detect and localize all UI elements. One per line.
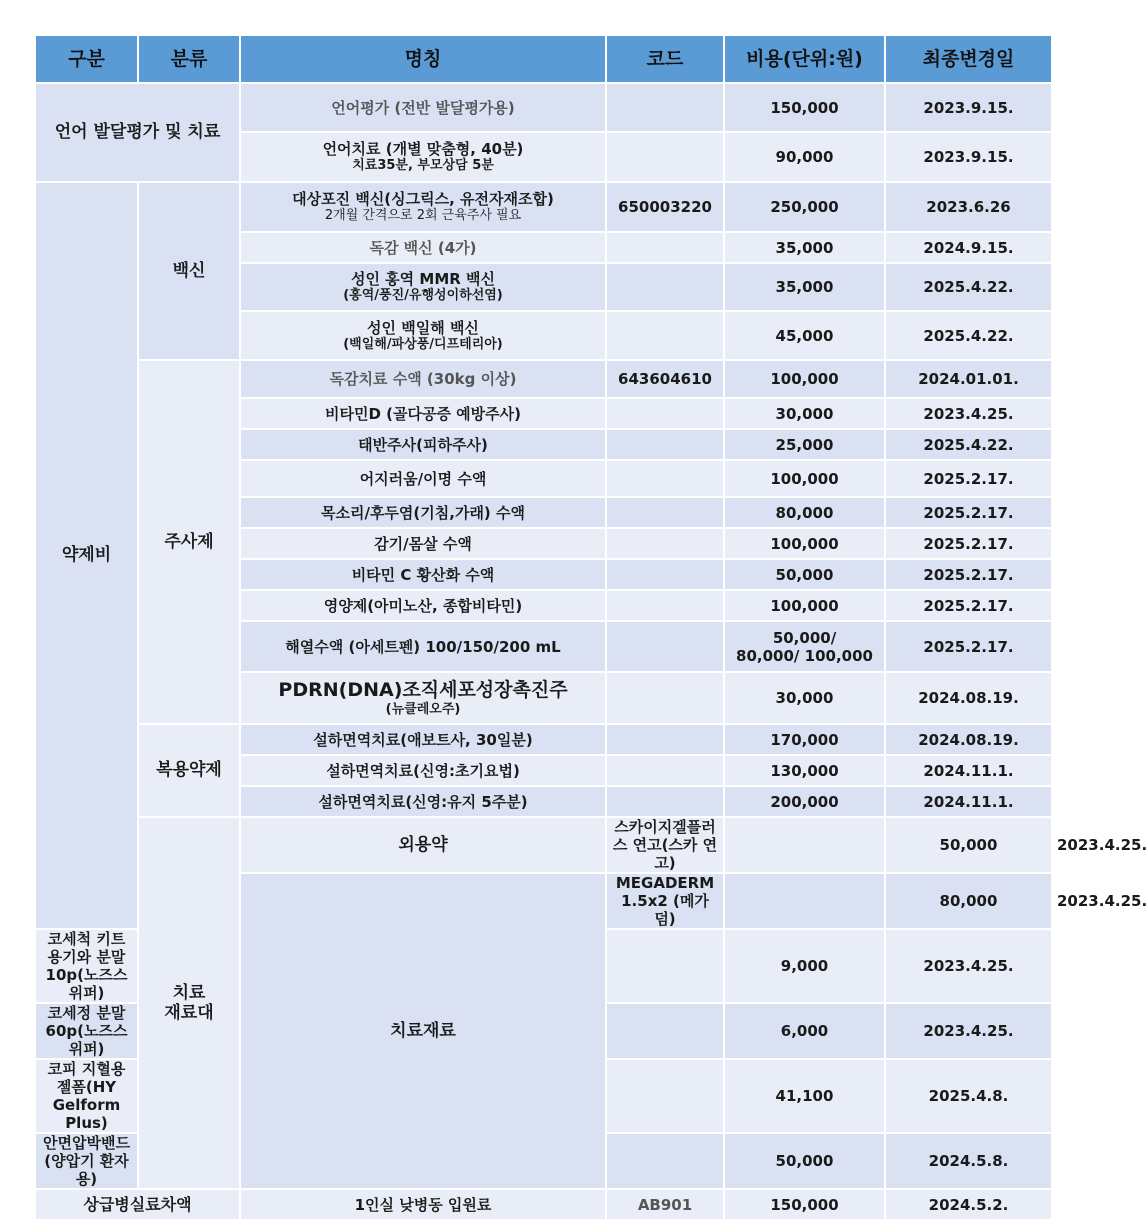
row-name: 설하면역치료(신영:유지 5주분) bbox=[240, 786, 606, 817]
row-date: 2024.5.2. bbox=[885, 1189, 1052, 1220]
row-code bbox=[606, 398, 724, 429]
row-code bbox=[724, 817, 885, 873]
header-date: 최종변경일 bbox=[885, 35, 1052, 83]
row-cost: 150,000 bbox=[724, 83, 885, 132]
group-language: 언어 발달평가 및 치료 bbox=[35, 83, 240, 182]
row-cost: 9,000 bbox=[724, 929, 885, 1003]
row-date: 2024.11.1. bbox=[885, 755, 1052, 786]
row-name-text: 성인 백일해 백신 bbox=[367, 318, 479, 337]
group-drugs: 약제비 bbox=[35, 182, 138, 929]
row-code bbox=[606, 311, 724, 360]
row-cost: 45,000 bbox=[724, 311, 885, 360]
row-date: 2025.4.22. bbox=[885, 263, 1052, 311]
row-name-text: 대상포진 백신(싱그릭스, 유전자재조합) bbox=[292, 190, 554, 209]
row-date: 2024.01.01. bbox=[885, 360, 1052, 398]
row-cost: 6,000 bbox=[724, 1003, 885, 1059]
row-code bbox=[606, 672, 724, 724]
row-name bbox=[240, 232, 606, 263]
row-name-sub: (백일해/파상풍/디프테리아) bbox=[343, 336, 503, 352]
row-name: 해열수액 (아세트펜) 100/150/200 mL bbox=[240, 621, 606, 672]
row-date: 2025.2.17. bbox=[885, 590, 1052, 621]
row-code bbox=[606, 460, 724, 497]
header-cost: 비용(단위:원) bbox=[724, 35, 885, 83]
row-cost: 30,000 bbox=[724, 672, 885, 724]
row-cost: 150,000 bbox=[724, 1189, 885, 1220]
row-code bbox=[606, 1059, 724, 1133]
row-name: 비타민 C 황산화 수액 bbox=[240, 559, 606, 590]
row-name: 감기/몸살 수액 bbox=[240, 528, 606, 559]
group-room: 상급병실료차액 bbox=[35, 1189, 240, 1220]
row-date: 2025.4.8. bbox=[885, 1059, 1052, 1133]
group-vaccine: 백신 bbox=[138, 182, 240, 360]
header-classification: 분류 bbox=[138, 35, 240, 83]
row-date: 2023.9.15. bbox=[885, 83, 1052, 132]
table-row bbox=[35, 1189, 1052, 1220]
group-oral: 복용약제 bbox=[138, 724, 240, 817]
row-cost: 30,000 bbox=[724, 398, 885, 429]
row-cost: 100,000 bbox=[724, 528, 885, 559]
row-cost: 130,000 bbox=[724, 755, 885, 786]
row-cost bbox=[724, 621, 885, 672]
row-code-text: AB901 bbox=[637, 1195, 693, 1214]
table-row bbox=[35, 724, 1052, 755]
row-name bbox=[240, 132, 606, 182]
row-name: 코피 지혈용 젤폼(HY Gelform Plus) bbox=[35, 1059, 138, 1133]
row-code: 643604610 bbox=[606, 360, 724, 398]
row-name: 영양제(아미노산, 종합비타민) bbox=[240, 590, 606, 621]
row-name-text: 독감 백신 (4가) bbox=[369, 238, 477, 257]
row-date: 2023.4.25. bbox=[885, 929, 1052, 1003]
row-name-sub: (홍역/풍진/유행성이하선염) bbox=[343, 288, 503, 304]
row-code bbox=[606, 497, 724, 528]
row-code bbox=[606, 724, 724, 755]
row-date: 2025.2.17. bbox=[885, 621, 1052, 672]
row-date: 2023.9.15. bbox=[885, 132, 1052, 182]
row-name: 어지러움/이명 수액 bbox=[240, 460, 606, 497]
group-treatment-materials: 치료재료 bbox=[240, 873, 606, 1189]
row-cost: 50,000 bbox=[724, 559, 885, 590]
row-code bbox=[606, 132, 724, 182]
row-cost: 200,000 bbox=[724, 786, 885, 817]
row-cost: 170,000 bbox=[724, 724, 885, 755]
row-code bbox=[606, 429, 724, 460]
row-cost: 250,000 bbox=[724, 182, 885, 232]
row-cost: 50,000 bbox=[724, 1133, 885, 1189]
row-code bbox=[606, 263, 724, 311]
row-name-text: 언어치료 (개별 맞춤형, 40분) bbox=[322, 140, 524, 159]
row-name bbox=[240, 311, 606, 360]
row-name-sub: 2개월 간격으로 2회 근육주사 필요 bbox=[324, 208, 522, 224]
row-code bbox=[606, 590, 724, 621]
row-cost: 90,000 bbox=[724, 132, 885, 182]
row-date: 2023.4.25. bbox=[885, 398, 1052, 429]
row-date: 2024.9.15. bbox=[885, 232, 1052, 263]
row-date: 2025.2.17. bbox=[885, 460, 1052, 497]
row-date: 2025.4.22. bbox=[885, 429, 1052, 460]
row-name bbox=[240, 672, 606, 724]
row-code bbox=[606, 786, 724, 817]
row-cost-line1: 50,000/ bbox=[772, 628, 837, 647]
row-date: 2023.4.25. bbox=[885, 1003, 1052, 1059]
row-cost: 100,000 bbox=[724, 360, 885, 398]
row-code bbox=[606, 1189, 724, 1220]
row-cost: 41,100 bbox=[724, 1059, 885, 1133]
header-category: 구분 bbox=[35, 35, 138, 83]
row-name bbox=[240, 360, 606, 398]
row-cost: 35,000 bbox=[724, 263, 885, 311]
group-materials bbox=[138, 817, 240, 1189]
row-code bbox=[606, 232, 724, 263]
row-code: 650003220 bbox=[606, 182, 724, 232]
table-row bbox=[35, 182, 1052, 232]
row-name: 비타민D (골다공증 예방주사) bbox=[240, 398, 606, 429]
row-name-text: 독감치료 수액 (30kg 이상) bbox=[329, 370, 517, 388]
row-name-sub: (뉴클레오주) bbox=[385, 701, 461, 717]
group-materials-line1: 치료 bbox=[172, 982, 206, 1003]
row-code bbox=[606, 528, 724, 559]
row-code bbox=[724, 873, 885, 929]
row-name-sub: 치료35분, 부모상담 5분 bbox=[352, 158, 494, 174]
row-date: 2025.2.17. bbox=[885, 528, 1052, 559]
row-name bbox=[240, 263, 606, 311]
row-name-text: 성인 홍역 MMR 백신 bbox=[350, 270, 495, 289]
row-name: 코세척 키트 용기와 분말10p(노즈스위퍼) bbox=[35, 929, 138, 1003]
row-date: 2025.2.17. bbox=[885, 559, 1052, 590]
row-cost: 35,000 bbox=[724, 232, 885, 263]
row-code bbox=[606, 83, 724, 132]
row-cost-line2: 80,000/ 100,000 bbox=[736, 646, 873, 665]
row-date: 2023.6.26 bbox=[885, 182, 1052, 232]
row-name bbox=[240, 83, 606, 132]
row-cost: 25,000 bbox=[724, 429, 885, 460]
row-name: 설하면역치료(애보트사, 30일분) bbox=[240, 724, 606, 755]
row-cost: 50,000 bbox=[885, 817, 1052, 873]
row-cost: 80,000 bbox=[885, 873, 1052, 929]
row-code bbox=[606, 559, 724, 590]
row-code bbox=[606, 929, 724, 1003]
row-cost: 100,000 bbox=[724, 590, 885, 621]
row-cost: 80,000 bbox=[724, 497, 885, 528]
row-cost: 100,000 bbox=[724, 460, 885, 497]
row-name: 목소리/후두염(기침,가래) 수액 bbox=[240, 497, 606, 528]
row-date: 2024.11.1. bbox=[885, 786, 1052, 817]
row-name: 태반주사(피하주사) bbox=[240, 429, 606, 460]
table-row: 치료 재료대 외용약 스카이지겔플러스 연고(스카 연고) 50,000 2023.4.25. bbox=[35, 817, 1052, 873]
header-row bbox=[35, 35, 1052, 83]
fee-table bbox=[34, 34, 1147, 1221]
group-injection: 주사제 bbox=[138, 360, 240, 724]
table-row bbox=[35, 83, 1052, 132]
table-row: 치료재료 MEGADERM 1.5x2 (메가덤) 80,000 2023.4.25. bbox=[35, 873, 1052, 929]
row-code bbox=[606, 1003, 724, 1059]
row-date: 2025.2.17. bbox=[885, 497, 1052, 528]
row-date: 2025.4.22. bbox=[885, 311, 1052, 360]
row-date: 2024.5.8. bbox=[885, 1133, 1052, 1189]
row-code bbox=[606, 621, 724, 672]
table-row bbox=[35, 360, 1052, 398]
row-name bbox=[240, 182, 606, 232]
row-code bbox=[606, 1133, 724, 1189]
row-name: 설하면역치료(신영:초기요법) bbox=[240, 755, 606, 786]
row-code bbox=[606, 755, 724, 786]
row-name-text: PDRN(DNA)조직세포성장촉진주 bbox=[278, 678, 568, 701]
row-date: 2024.08.19. bbox=[885, 672, 1052, 724]
row-name: 1인실 낮병동 입원료 bbox=[240, 1189, 606, 1220]
row-name: 스카이지겔플러스 연고(스카 연고) bbox=[606, 817, 724, 873]
header-code: 코드 bbox=[606, 35, 724, 83]
row-name-text: 언어평가 (전반 발달평가용) bbox=[331, 98, 515, 117]
header-name: 명칭 bbox=[240, 35, 606, 83]
row-name: 안면압박밴드(양압기 환자용) bbox=[35, 1133, 138, 1189]
row-name: MEGADERM 1.5x2 (메가덤) bbox=[606, 873, 724, 929]
group-external: 외용약 bbox=[240, 817, 606, 873]
row-date: 2024.08.19. bbox=[885, 724, 1052, 755]
row-name: 코세정 분말 60p(노즈스위퍼) bbox=[35, 1003, 138, 1059]
group-materials-line2: 재료대 bbox=[164, 1003, 214, 1023]
